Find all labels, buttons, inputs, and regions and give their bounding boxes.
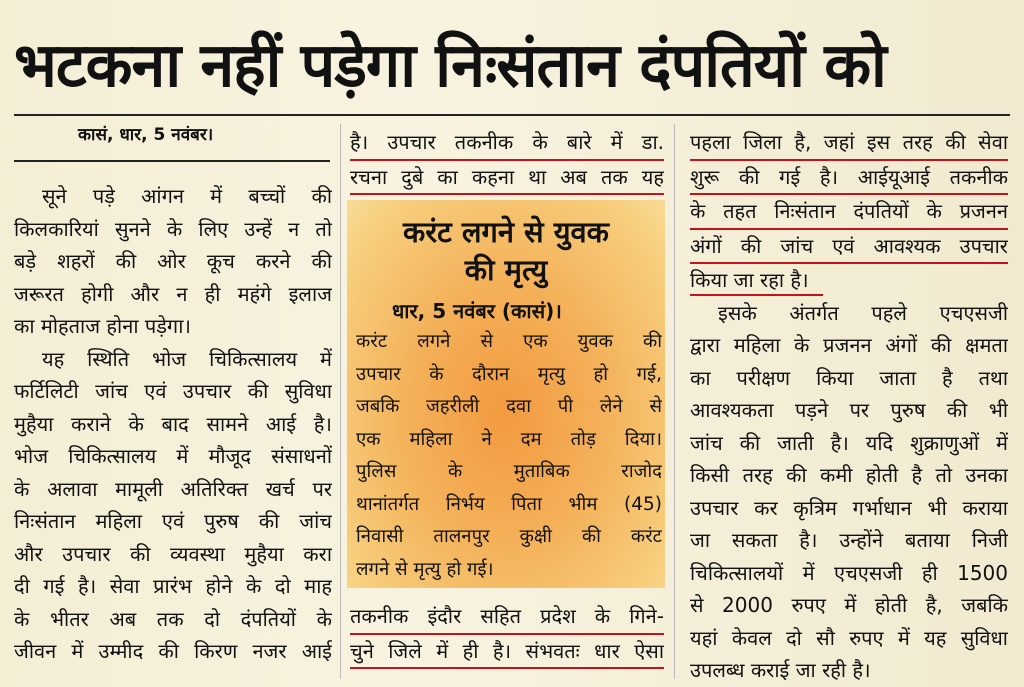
column-2-bottom	[350, 600, 664, 669]
text-line: इसके अंतर्गत पहले एचएसजी	[718, 300, 1008, 325]
text-line: भोज चिकित्सालय में मौजूद संसाधनों	[14, 444, 332, 468]
brief-title-line-2: की मृत्यु	[464, 253, 548, 287]
text-line: निःसंतान महिला एवं पुरुष की जांच	[14, 509, 332, 533]
text-line: जीवन में उम्मीद की किरण नजर आई	[14, 639, 332, 663]
underlined-text-line: के तहत निःसंतान दंपतियों के प्रजनन	[690, 195, 1008, 230]
text-line: दी गई है। सेवा प्रारंभ होने के दो माह	[14, 574, 332, 598]
text-line: बड़े शहरों की ओर कूच करने की	[14, 249, 332, 273]
text-line: यह स्थिति भोज चिकित्सालय में	[42, 346, 332, 371]
text-line: चिकित्सालयों में एचएसजी ही 1500	[690, 560, 1008, 585]
text-line: उपचार के दौरान मृत्यु हो गई,	[356, 363, 662, 385]
headline-rule	[14, 114, 1010, 116]
text-line: के अलावा मामूली अतिरिक्त खर्च पर	[14, 476, 332, 501]
text-line: के भीतर अब तक दो दंपतियों के	[14, 606, 332, 631]
underlined-text-line: तकनीक इंदौर सहित प्रदेश के गिने-	[350, 600, 664, 635]
dateline: कासं, धार, 5 नवंबर।	[78, 125, 214, 145]
underlined-text-line: अंगों की जांच एवं आवश्यक उपचार	[690, 230, 1008, 265]
text-line: यहां केवल दो सौ रुपए में यह सुविधा	[690, 625, 1008, 650]
text-line: का मोहताज होना पड़ेगा।	[14, 314, 191, 338]
column-separator	[674, 124, 675, 679]
underlined-text-line: रचना दुबे का कहना था अब तक यह	[350, 161, 664, 196]
underlined-text-line: शुरू की गई है। आईयूआई तकनीक	[690, 161, 1008, 196]
underlined-text-line: चुने जिले में ही है। संभवतः धार ऐसा	[350, 635, 664, 670]
text-line: लगने से मृत्यु हो गई।	[356, 558, 494, 580]
text-line: किसी तरह की कमी होती है तो उनका	[690, 463, 1008, 487]
text-line: द्वारा महिला के प्रजनन अंगों की क्षमता	[690, 333, 1008, 357]
dateline-rule	[14, 160, 330, 162]
column-separator	[340, 124, 341, 679]
brief-title-line-1: करंट लगने से युवक	[403, 215, 609, 249]
text-line: फर्टिलिटी जांच एवं उपचार की सुविधा	[14, 379, 332, 403]
underlined-text-line: है। उपचार तकनीक के बारे में डा.	[350, 126, 664, 161]
text-line: किलकारियां सुनने के लिए उन्हें न तो	[14, 216, 332, 241]
text-line: उपचार कर कृत्रिम गर्भाधान भी कराया	[690, 495, 1008, 520]
underlined-text-line	[690, 264, 1008, 297]
brief-dateline: धार, 5 नवंबर (कासं)।	[392, 299, 562, 323]
text-line: से 2000 रुपए में होती है, जबकि	[690, 593, 1008, 617]
column-1	[14, 180, 332, 668]
text-line: निवासी तालनपुर कुक्षी की करंट	[356, 526, 662, 547]
column-2-top	[350, 126, 664, 195]
text-line: मुहैया कराने के बाद सामने आई है।	[14, 411, 332, 436]
text-line: पुलिस के मुताबिक राजोद	[356, 461, 662, 482]
text-line: थानांतर्गत निर्भय पिता भीम (45)	[356, 493, 662, 515]
text-line: का परीक्षण किया जाता है तथा	[690, 365, 1008, 390]
underlined-text-line: पहला जिला है, जहां इस तरह की सेवा	[690, 126, 1008, 161]
text-line: करंट लगने से एक युवक की	[356, 331, 662, 352]
text-line: सूने पड़े आंगन में बच्चों की	[42, 184, 332, 208]
text-line: उपलब्ध कराई जा रही है।	[690, 658, 871, 682]
underlined-text: किया जा रहा है।	[690, 266, 823, 296]
text-line: और उपचार की व्यवस्था मुहैया करा	[14, 541, 332, 566]
text-line: जा सकता है। उन्होंने बताया निजी	[690, 528, 1008, 552]
text-line: जबकि जहरीली दवा पी लेने से	[356, 396, 662, 417]
headline: भटकना नहीं पड़ेगा निःसंतान दंपतियों को	[14, 30, 886, 101]
text-line: जरूरत होगी और न ही महंगे इलाज	[14, 281, 332, 306]
brief-body	[356, 326, 662, 586]
text-line: आवश्यकता पड़ने पर पुरुष की भी	[690, 398, 1008, 422]
text-line: एक महिला ने दम तोड़ दिया।	[356, 428, 662, 450]
column-3	[690, 126, 1008, 687]
text-line: जांच की जाती है। यदि शुक्राणुओं में	[690, 430, 1008, 455]
